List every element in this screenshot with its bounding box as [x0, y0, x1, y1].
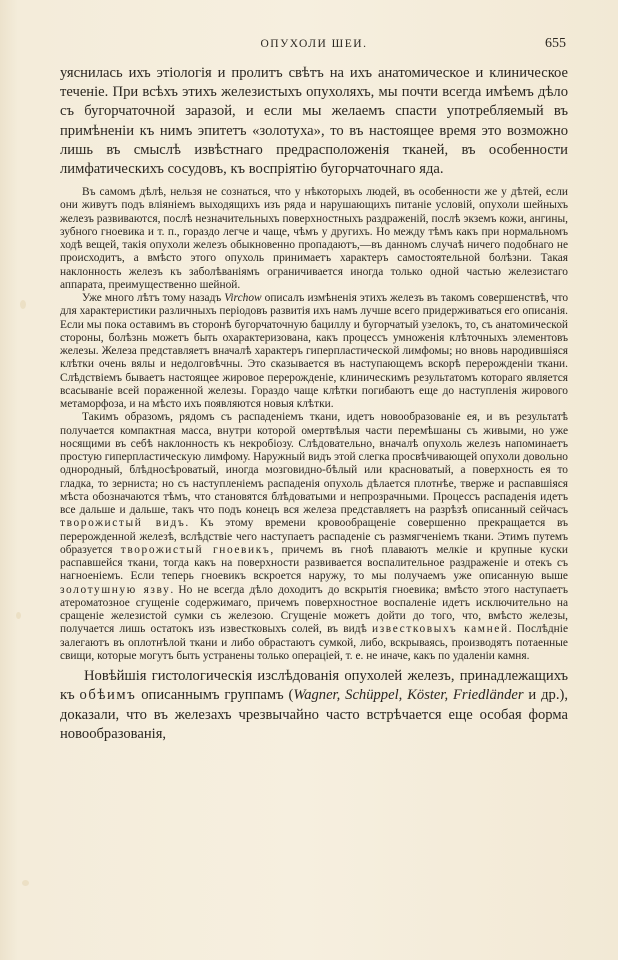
emphasis-term: творожистый видъ	[60, 517, 186, 530]
paper-stain	[20, 300, 26, 309]
author-name: Virchow	[224, 292, 262, 305]
text-run: Уже много лѣтъ тому назадъ	[82, 292, 225, 305]
emphasis-term: обѣимъ	[79, 687, 137, 704]
text-run: . Послѣдніе залегаютъ въ оплотнѣлой ткани и либо обрастаютъ сумкой, либо, вскрываясь, производятъ потаенные свищи, которые могутъ быть устранены только операціей, т. е. не иначе, какъ по удаленіи камня.	[60, 623, 568, 662]
paragraph-caseous-process	[60, 411, 568, 663]
author-names: Wagner, Schüppel, Köster, Friedländer	[293, 687, 524, 704]
emphasis-term: творожистый гноевикъ	[120, 543, 271, 556]
text-run: . Къ этому времени кровообращеніе совершенно прекращается въ перерожденной железѣ, вслѣдствіе чего наступаетъ распаденіе съ размягченіемъ ткани. Этимъ путемъ образуется	[60, 517, 568, 556]
emphasis-term: известковыхъ камней	[372, 623, 509, 636]
page-header	[60, 38, 568, 64]
paper-stain	[22, 880, 29, 886]
text-run: . Но не всегда дѣло доходитъ до вскрытія гноевика; вмѣсто этого наступаетъ атероматозное сгущеніе содержимаго, причемъ поверхностное воспаленіе идетъ исключительно на сращеніе железистой сумки съ железою. Сгущеніе можетъ дойти до того, что, вмѣсто железы, получается лишь остатокъ изъ известковыхъ солей, въ видѣ	[60, 583, 568, 636]
text-run: Такимъ образомъ, рядомъ съ распаденіемъ ткани, идетъ новообразованіе ея, и въ результатѣ получается компактная масса, внутри которой омертвѣлыя части перемѣшаны съ живыми, но уже носящими въ себѣ наклонность къ некробіозу. Слѣдовательно, вначалѣ опухоль железъ напоминаетъ простую гиперпластическую лимфому. Наружный видъ этой слегка просвѣчивающей опухоли довольно однородный, блѣдносѣроватый, иногда мозговидно-бѣлый или красноватый, а поверхность ея то гладка, то зерниста; но съ наступленіемъ распаденія опухоль дѣлается плотнѣе, тверже и распавшіяся мѣста обозначаются тѣмъ, что становятся блѣдоватыми и непрозрачными. Процессъ распаденія идетъ все дальше и дальше, такъ что подъ конецъ вся железа представляетъ на разрѣзѣ описанный сейчасъ	[60, 411, 568, 517]
emphasis-term: золотушную язву	[60, 583, 171, 596]
text-run: , причемъ въ гноѣ плаваютъ мелкіе и крупные куски распавшейся ткани, тогда какъ на поверхности развивается воспалительное раздраженіе и отекъ съ нагноеніемъ. Если теперь гноевикъ вскроется наружу, то мы получаемъ уже описанную выше	[60, 543, 569, 583]
running-title: ОПУХОЛИ ШЕИ.	[260, 38, 368, 50]
text-run: описалъ измѣненія этихъ железъ въ такомъ совершенствѣ, что для характеристики различныхъ періодовъ развитія ихъ намъ лучше всего придерживаться его описанія. Если мы пока оставимъ въ сторонѣ бугорчаточную бациллу и бугорчатый узелокъ, то, съ анатомической стороны, болѣзнь можетъ быть охарактеризована, какъ процессъ умноженія клѣточныхъ элементовъ железы. Железа представляетъ вначалѣ характеръ гиперпластической лимфомы; но вновь народившіяся клѣтки очень вялы и недолговѣчны. Это сказывается въ наступающемъ вскорѣ перерожденіи ткани. Слѣдствіемъ бываетъ настоящее жировое перерожденіе, клиническимъ результатомъ котораго является всасываніе всей пораженной железы. Гораздо чаще клѣтки погибаютъ еще до наступленія жирового метаморфоза, и на мѣсто ихъ появляются новыя клѣтки.	[60, 292, 569, 411]
text-run: Новѣйшія гистологическія изслѣдованія опухолей железъ, принадлежащихъ къ	[60, 668, 568, 704]
intro-paragraph: уяснилась ихъ этіологія и пролитъ свѣтъ на ихъ анатомическое и клиническое теченіе. При всѣхъ этихъ железистыхъ опухоляхъ, мы почти всегда имѣемъ дѣло съ бугорчаточной заразой, и если мы желаемъ спасти употребляемый въ примѣненіи къ нимъ эпитетъ «золотуха», то въ настоящее время это возможно лишь въ смыслѣ извѣстнаго предрасположенія тканей, въ особенности лимфатическихъ сосудовъ, къ воспріятію бугорчаточнаго яда.	[60, 65, 568, 178]
paragraph-histology	[60, 667, 568, 744]
page-number: 655	[545, 36, 566, 51]
paragraph-virchow-description	[60, 292, 568, 411]
paper-stain	[16, 612, 21, 619]
paragraph-virchow-intro: Въ самомъ дѣлѣ, нельзя не сознаться, что у нѣкоторыхъ людей, въ особенности же у дѣтей, если они живутъ подъ вліяніемъ выходящихъ изъ ряда и нарушающихъ питаніе условій, опухоли шейныхъ железъ развиваются, послѣ незначительныхъ поверхностныхъ раздраженій, послѣ экземъ кожи, ангины, зубного гноевика и т. п., гораздо легче и чаще, чѣмъ у другихъ. Но между тѣмъ какъ при нормальномъ ходѣ вещей, такія опухоли железъ обыкновенно пропадаютъ,—въ данномъ случаѣ ничего подобнаго не происходитъ, а вмѣсто этого опухоль принимаетъ характеръ самостоятельной болѣзни. Такая наклонность железъ къ заболѣваніямъ ограничивается иногда только одной частью железистаго аппарата, преимущественно шейной.	[60, 186, 568, 291]
text-run: описаннымъ группамъ (	[136, 687, 294, 704]
text-run: и др.), доказали, что въ железахъ чрезвычайно часто встрѣчается еще особая форма новообразованія,	[60, 687, 568, 742]
